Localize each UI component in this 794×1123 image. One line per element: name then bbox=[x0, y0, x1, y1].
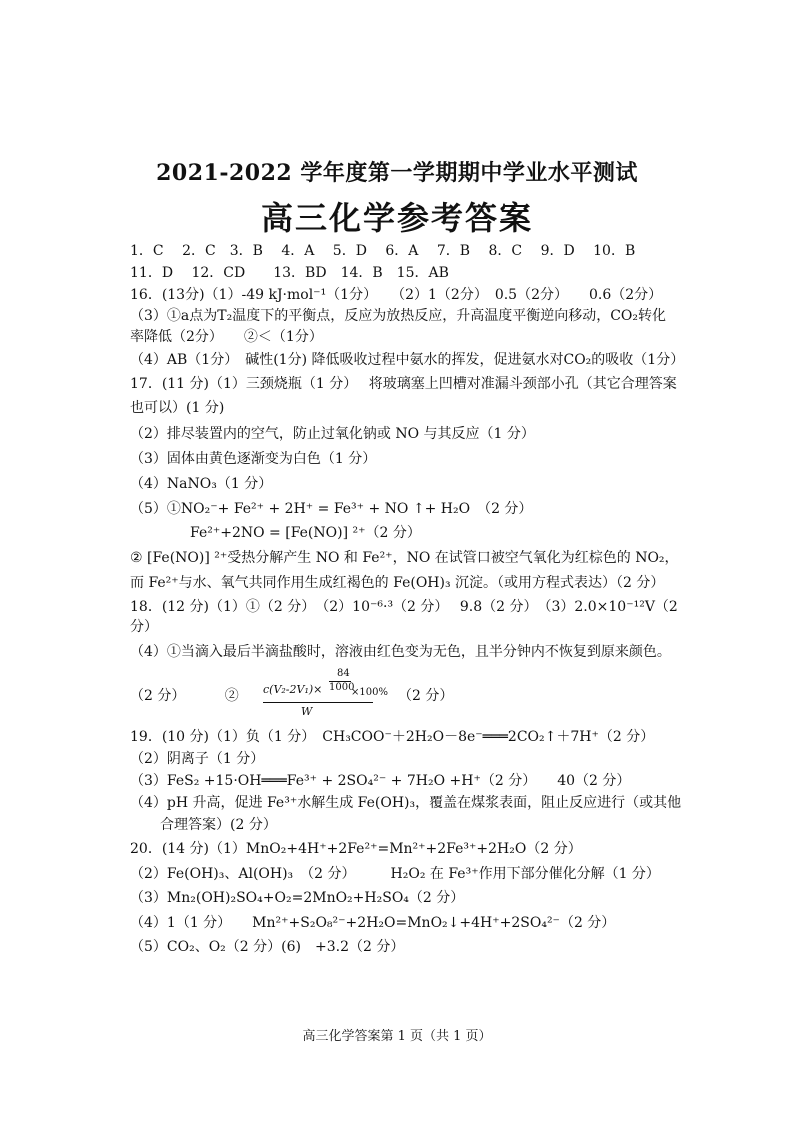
answer-line: （3）固体由黄色逐渐变为白色（1 分） bbox=[130, 451, 377, 467]
answer-line: （5）CO₂、O₂（2 分）(6) +3.2（2 分） bbox=[130, 939, 405, 955]
exam-title: 2021-2022 学年度第一学期期中学业水平测试 bbox=[156, 160, 638, 186]
answer-line: （4）①当滴入最后半滴盐酸时，溶液由红色变为无色，且半分钟内不恢复到原来颜色。 bbox=[130, 644, 671, 660]
answer-line: （2 分） bbox=[398, 688, 454, 704]
answer-line: （2）Fe(OH)₃、Al(OH)₃ （2 分） H₂O₂ 在 Fe³⁺作用下部分催化分解（1 分） bbox=[130, 866, 660, 882]
answer-line: 16．(13分)（1）-49 kJ·mol⁻¹（1分） （2）1（2分） 0.5（2分） 0.6（2分） bbox=[130, 287, 663, 303]
answer-line: （4）1（1 分） Mn²⁺+S₂O₈²⁻+2H₂O=MnO₂↓+4H⁺+2SO₄²⁻（2 分） bbox=[130, 915, 616, 931]
answer-line: （2）排尽装置内的空气，防止过氧化钠或 NO 与其反应（1 分） bbox=[130, 426, 535, 442]
answer-line: ② [Fe(NO)] ²⁺受热分解产生 NO 和 Fe²⁺，NO 在试管口被空气氧化为红棕色的 NO₂， bbox=[130, 550, 679, 566]
page-footer: 高三化学答案第 1 页（共 1 页） bbox=[302, 1029, 492, 1044]
answer-line: 分） bbox=[130, 619, 158, 635]
answer-line: （3）Mn₂(OH)₂SO₄+O₂=2MnO₂+H₂SO₄（2 分） bbox=[130, 890, 465, 906]
answer-line: 合理答案）(2 分） bbox=[160, 817, 277, 833]
answer-line: （3）①a点为T₂温度下的平衡点，反应为放热反应，升高温度平衡逆向移动，CO₂转化 bbox=[130, 308, 667, 324]
answer-line: 17．(11 分)（1）三颈烧瓶（1 分） 将玻璃塞上凹槽对准漏斗颈部小孔（其它合理答案 bbox=[130, 376, 677, 392]
formula-1000: 1000 bbox=[329, 682, 355, 693]
formula-numerator-left: c(V₂-2V₁)× bbox=[263, 683, 323, 696]
answer-line: 率降低（2分） ②＜（1分） bbox=[130, 329, 323, 345]
answer-line: （2）阴离子（1 分） bbox=[130, 751, 265, 767]
answer-line: （3）FeS₂ +15·OH═══Fe³⁺ + 2SO₄²⁻ + 7H₂O +H⁺（2 分） 40（2 分） bbox=[130, 773, 631, 789]
answer-line: 20．(14 分)（1）MnO₂+4H⁺+2Fe²⁺=Mn²⁺+2Fe³⁺+2H₂O（2 分） bbox=[130, 841, 582, 857]
answer-line: 11．D 12．CD 13．BD 14．B 15．AB bbox=[130, 265, 449, 281]
answer-line: 18．(12 分)（1）①（2 分） （2）10⁻⁶·³（2 分） 9.8（2 分） （3）2.0×10⁻¹²V（2 bbox=[130, 599, 678, 615]
formula-denominator: W bbox=[301, 705, 313, 718]
answer-key-title: 高三化学参考答案 bbox=[260, 199, 533, 237]
answer-line: （2 分） ② bbox=[130, 688, 239, 704]
answer-line: 也可以）(1 分) bbox=[130, 400, 225, 416]
answer-line: （4）NaNO₃（1 分） bbox=[130, 476, 273, 492]
answer-line: （5）①NO₂⁻+ Fe²⁺ + 2H⁺ = Fe³⁺ + NO ↑+ H₂O （2 分） bbox=[130, 501, 533, 517]
answer-line: （4）pH 升高，促进 Fe³⁺水解生成 Fe(OH)₃，覆盖在煤浆表面，阻止反应进行（或其他 bbox=[130, 795, 682, 811]
answer-line: （4）AB（1分） 碱性(1分) 降低吸收过程中氨水的挥发，促进氨水对CO₂的吸收（1分） bbox=[130, 352, 685, 368]
answer-line: Fe²⁺+2NO = [Fe(NO)] ²⁺（2 分） bbox=[190, 525, 421, 541]
formula-fraction-bar bbox=[263, 702, 373, 703]
answer-line: 1．C 2．C 3．B 4．A 5．D 6．A 7．B 8．C 9．D 10．B bbox=[130, 243, 636, 259]
formula-percent: ×100% bbox=[351, 687, 388, 698]
formula-84: 84 bbox=[337, 668, 350, 679]
answer-line: 19．(10 分)（1）负（1 分） CH₃COO⁻＋2H₂O－8e⁻═══2CO₂↑＋7H⁺（2 分） bbox=[130, 729, 655, 745]
answer-line: 而 Fe²⁺与水、氧气共同作用生成红褐色的 Fe(OH)₃ 沉淀。（或用方程式表达）（2 分） bbox=[130, 575, 665, 591]
